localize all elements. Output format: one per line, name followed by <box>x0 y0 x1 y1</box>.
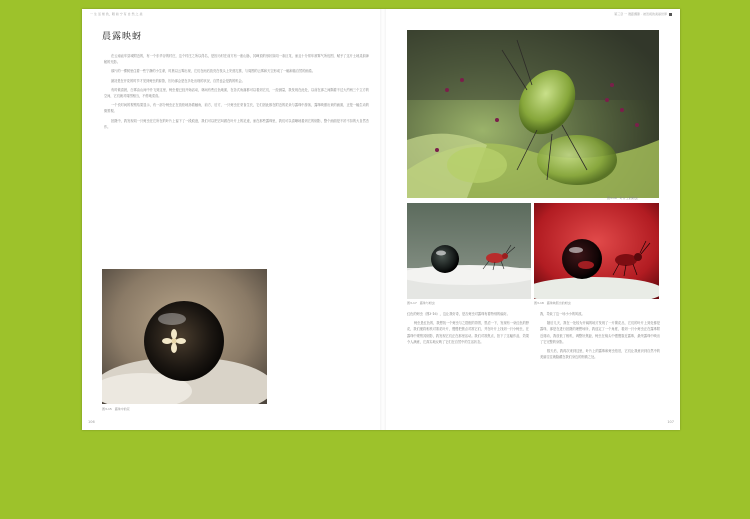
right-body-right-column <box>540 311 660 363</box>
dewdrop-aphid-photo <box>407 203 531 299</box>
figure-caption: 图3-16 叶片上的蚜虫 <box>607 196 638 200</box>
paragraph: 蚜虫是红色的，我想找一个蚜虫与之搭配的背景，思虑一下，发现有一朵红色的野花，我们便将相机对准花叶片，慢慢把焦点对准它们，并在叶片上找到一只小蚜虫，在露珠中观察其倒影，我发现它们正在那里活动。我们对准焦点，拍下了这幅作品，效果令人满意，它真实地反映了它们在自然中的生活状态。 <box>407 321 529 344</box>
running-head-right: 第三章 一 微距摄影 · 被忽视的美丽世界 <box>614 12 672 16</box>
running-head-left: 一 生 活 细 致，眼 前 宁 有 自 然 之 美 <box>90 12 143 16</box>
paragraph: 一个长时间的观察结果显示，有一部分蚜虫正在放松地扬着触角，前方，后方，一只蚜虫在采食生长，它们因此都在附近的花朵与露珠中游荡，露珠映照出来的画面，正是一幅生动的微景观。 <box>104 103 369 114</box>
book-gutter <box>380 9 386 430</box>
section-title: 晨露映蚜 <box>102 32 143 42</box>
paragraph: 拍摄中，我发现同一只蚜虫在它所在的叶片上留下了一段痕迹，我们可以把它叫做在叶片上的足迹，而在那些露珠里，我们可以清晰地看到它的倒影，整个画面是不折不扣的大自然杰作。 <box>104 118 369 129</box>
paragraph: 数天后，我再次来到这里，叶片上的露珠和蚜虫依旧，它们让我意识到自然中的美丽往往就隐藏在我们身边的细微之处。 <box>540 349 660 360</box>
paragraph: 在云南哀牢县城附近的，有一个东华谷的村庄，这个村庄之所以得名，是因为村庄前方有一座山脉，其峰顶的形状如同一条巨龙，而且十分常年被雾气所包围，赋予了这片土地灵韵神秘的光影。 <box>104 54 369 65</box>
paragraph: 我，导致了这一场小小的风波。 <box>540 312 585 316</box>
figure-caption: 图3-18 露珠映照出的蚜虫 <box>534 301 571 305</box>
page-number-left: 106 <box>88 420 95 424</box>
right-body-left-column <box>407 311 529 348</box>
paragraph: 随后几天，我在一处较为开阔的地方发现了一片繁花丛，它们的叶片上到处都是露珠，那是在进行拍摄的理想场所，我选定了一个角度，看到一只小蚜虫正在露珠附近爬动，我放低了相机，调整好焦距，蚜虫在镜头中慢慢靠近露珠，最终露珠中映出了它完整的身影。 <box>540 321 660 344</box>
aphid-leaf-photo <box>407 30 659 198</box>
figure-caption: 图3-15 露珠中的花 <box>102 407 130 411</box>
paragraph: 那片的一棵树里住着一些宁静的小生命，时晨以云雾出现，它们在雨后放亮在枝头上安营扎寨，与周围的云雾和天空形成了一幅和谐自然的画卷。 <box>111 69 315 74</box>
left-body-text <box>104 53 369 133</box>
figure-caption: 图3-17 露珠与蚜虫 <box>407 301 435 305</box>
page-number-right: 107 <box>667 420 674 424</box>
book-mark-icon <box>669 13 672 16</box>
paragraph: 有时候清晨，白雾由山间中升飞到这里，蚜虫便已经开始活动，林间有些红色地面，在各式角落都可以看到它们，一经测量，我发现在此处，以前在那之间隔着不过大约两三个立方的空间，它们就对周围相当，不停地觅食。 <box>104 87 369 99</box>
paragraph: 最初是在开花的时节才见到蚜虫的踪影，因为那会是在多处出现的状况，自然也会是我的机会。 <box>111 78 245 83</box>
red-dewdrop-aphid-photo <box>534 203 659 299</box>
paragraph: 红色的蚜虫（图3-16），这让我好奇，是否蚜虫对露珠有着特别的偏好。 <box>407 312 510 316</box>
dewdrop-flower-photo <box>102 269 267 404</box>
book-spread <box>82 9 680 430</box>
